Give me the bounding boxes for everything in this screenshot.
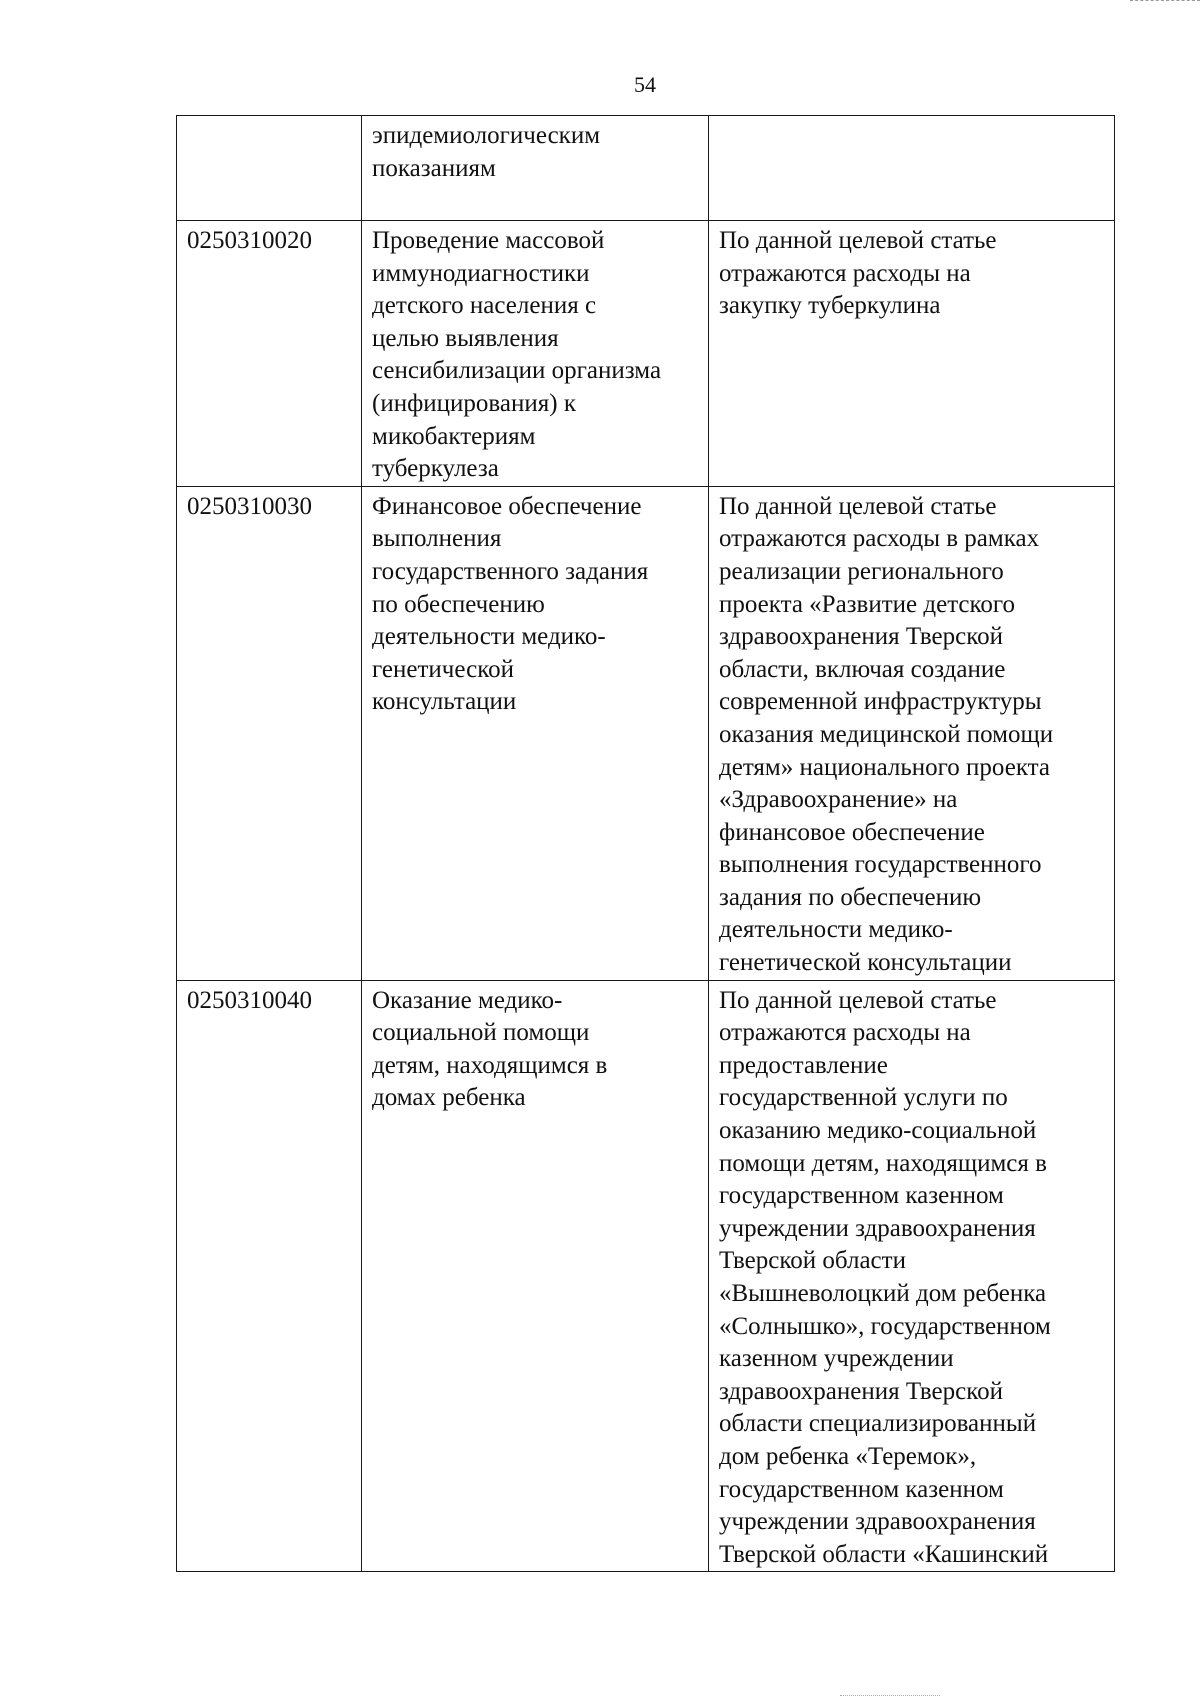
scan-edge-mark-bottom [840,1695,940,1696]
target-code: 0250310030 [187,492,312,520]
description-cell [709,221,1115,487]
target-code: 0250310020 [187,227,312,254]
scan-edge-mark [1130,0,1200,11]
target-name: Проведение массовой иммунодиагностики детского населения с целью выявления сенсибилизации организма (инфицирования) к микобактериям туберкулеза [372,227,662,483]
name-cell [362,486,709,980]
target-name: эпидемиологическим показаниям [372,122,601,182]
code-cell [177,116,362,221]
table-row [177,221,1115,487]
name-cell [362,980,709,1572]
name-cell [362,221,709,487]
code-cell [177,980,362,1572]
table-row [177,980,1115,1572]
description-cell [709,486,1115,980]
target-description: По данной целевой статье отражаются расходы в рамках реализации регионального проекта «Развитие детского здравоохранения Тверской области, включая создание современной инфраструктуры оказания медицинской помощи детям» национального проекта «Здравоохранение» на финансовое обеспечение выполнения государственного задания по обеспечению деятельности медико- генетической консультации [719,492,1054,977]
table-row [177,486,1115,980]
target-name: Финансовое обеспечение выполнения государственного задания по обеспечению деятельности медико- генетической консультации [372,492,649,716]
target-code: 0250310040 [187,986,312,1014]
name-cell [362,116,709,221]
description-cell [709,116,1115,221]
code-cell [177,221,362,487]
target-name: Оказание медико- социальной помощи детям, находящимся в домах ребенка [372,986,608,1112]
target-description: По данной целевой статье отражаются расходы на закупку туберкулина [719,227,997,320]
page-number: 54 [634,72,656,97]
target-description: По данной целевой статье отражаются расходы на предоставление государственной услуги по оказанию медико-социальной помощи детям, находящимся в государственном казенном учреждении здравоохранения Тверской области «Вышневолоцкий дом ребенка «Солнышко», государственном казенном учреждении здравоохранения Тверской области специализированный дом ребенка «Теремок», государственном казенном учреждении здравоохранения Тверской области «Кашинский [719,986,1051,1568]
code-cell [177,486,362,980]
budget-classification-table [176,115,1115,1572]
description-cell [709,980,1115,1572]
table-row [177,116,1115,221]
